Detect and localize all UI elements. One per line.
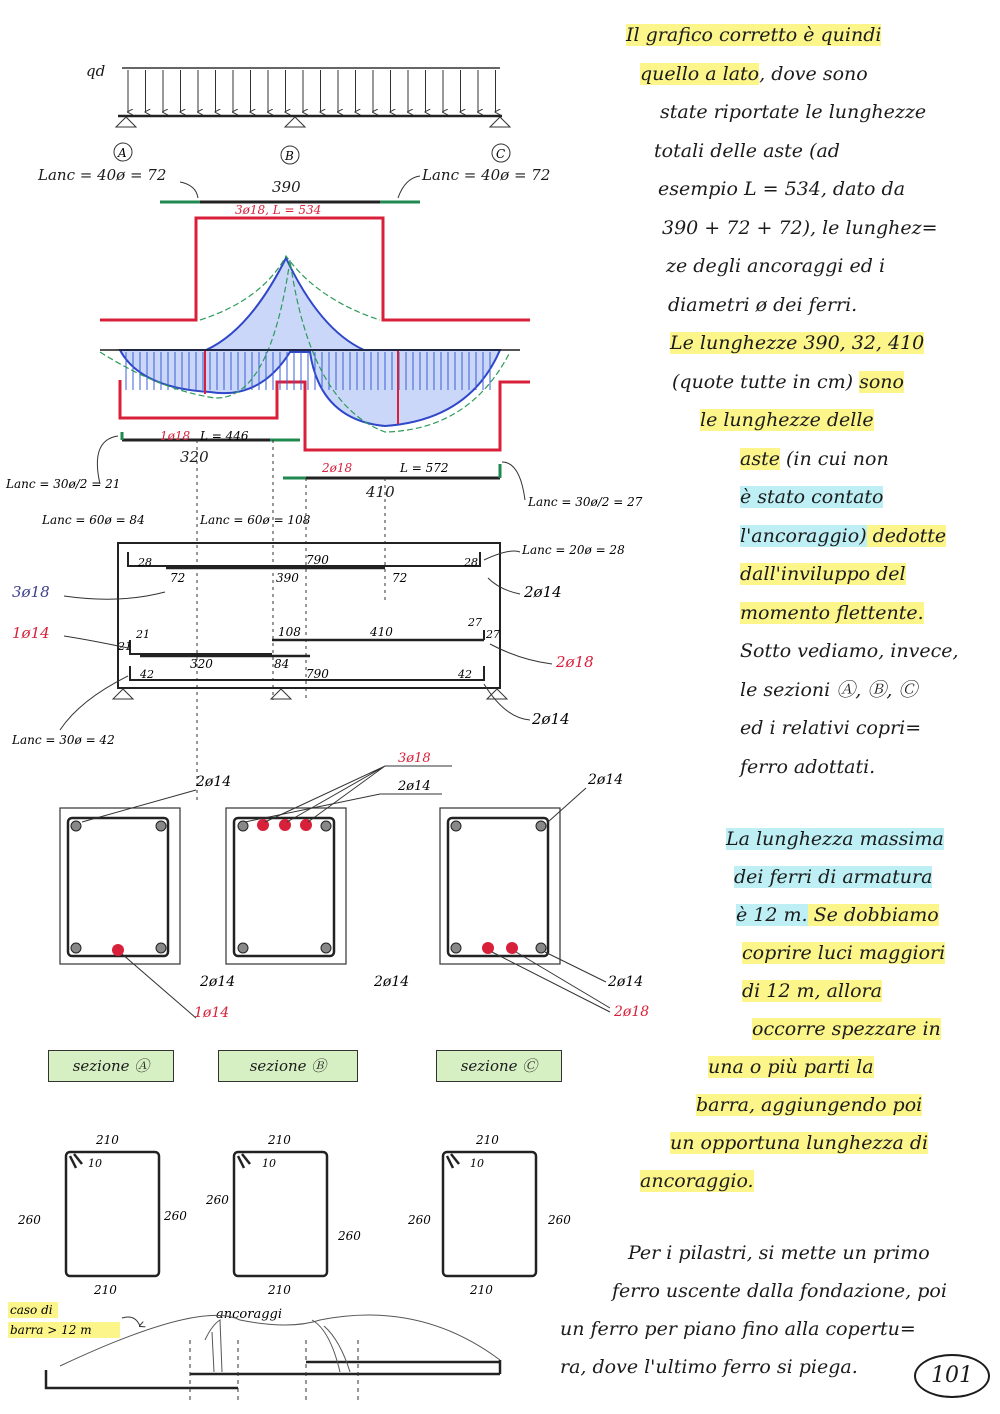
text-line: ancoraggio. [640, 1170, 754, 1192]
label-1o14: 1ø14 [12, 624, 50, 642]
text-line: è stato contato [740, 486, 884, 508]
text-line: Sotto vediamo, invece, [740, 640, 959, 662]
text-line: state riportate le lunghezze [660, 101, 927, 123]
bot-right-label-b: L = 572 [400, 461, 449, 475]
section-a-label: sezione Ⓐ [48, 1050, 174, 1082]
svg-text:2ø14: 2ø14 [398, 779, 431, 794]
svg-text:10: 10 [88, 1157, 102, 1170]
svg-text:260: 260 [206, 1193, 229, 1207]
svg-text:84: 84 [274, 657, 290, 671]
text-line: le sezioni Ⓐ, Ⓑ, Ⓒ [740, 678, 918, 701]
svg-text:2ø14: 2ø14 [196, 774, 232, 790]
svg-text:210: 210 [470, 1283, 493, 1297]
text-line: momento flettente. [740, 601, 924, 624]
section-a [60, 774, 235, 1021]
splice-sketch [8, 1302, 500, 1400]
anc-top-28: Lanc = 20ø = 28 [522, 543, 625, 557]
svg-text:72: 72 [392, 571, 408, 585]
svg-text:2ø14: 2ø14 [374, 974, 410, 990]
svg-text:260: 260 [18, 1213, 41, 1227]
svg-text:42: 42 [458, 668, 472, 681]
svg-text:B: B [285, 149, 294, 163]
text-line: 390 + 72 + 72), le lunghez= [662, 216, 938, 239]
svg-text:210: 210 [268, 1283, 291, 1297]
text-line: Per i pilastri, si mette un primo [628, 1242, 930, 1264]
text-line: ze degli ancoraggi ed i [666, 255, 886, 277]
section-c-label: sezione Ⓒ [436, 1050, 562, 1082]
svg-text:28: 28 [464, 556, 478, 569]
svg-text:260: 260 [338, 1229, 361, 1243]
svg-text:790: 790 [306, 553, 329, 567]
label-3o18: 3ø18 [12, 583, 50, 601]
text-line: Le lunghezze 390, 32, 410 [670, 332, 925, 354]
text-line: un ferro per piano fino alla copertu= [560, 1318, 916, 1340]
bot-right-length: 410 [366, 483, 395, 501]
svg-text:1ø14: 1ø14 [194, 1005, 230, 1021]
svg-text:2ø18: 2ø18 [614, 1004, 650, 1020]
svg-text:27: 27 [486, 628, 500, 641]
text-line: quello a lato, dove sono [640, 62, 868, 85]
text-line: totali delle aste (ad [654, 139, 840, 162]
anc-right-27: Lanc = 30ø/2 = 27 [528, 495, 643, 509]
label-2o14-top: 2ø14 [524, 583, 562, 601]
anc-top-right: Lanc = 40ø = 72 [422, 166, 551, 184]
text-line: dei ferri di armatura [734, 866, 933, 888]
svg-text:10: 10 [262, 1157, 276, 1170]
bot-left-length: 320 [180, 448, 209, 466]
anc-bottom-42: Lanc = 30ø = 42 [12, 733, 115, 747]
svg-text:2ø14: 2ø14 [200, 974, 236, 990]
load-label: qd [86, 62, 106, 80]
svg-text:210: 210 [96, 1133, 119, 1147]
bot-right-label-a: 2ø18 [322, 461, 353, 475]
anc-left-84: Lanc = 60ø = 84 [42, 513, 145, 527]
svg-text:210: 210 [94, 1283, 117, 1297]
svg-text:2ø14: 2ø14 [608, 974, 644, 990]
support-a [114, 117, 136, 161]
svg-text:caso di: caso di [10, 1303, 53, 1317]
text-line: diametri ø dei ferri. [668, 293, 858, 316]
text-line: (quote tutte in cm) sono [672, 370, 904, 393]
text-line: ferro adottati. [740, 755, 876, 778]
text-line: ferro uscente dalla fondazione, poi [612, 1280, 947, 1302]
bot-left-label-a: 1ø18 [160, 429, 191, 443]
svg-text:390: 390 [276, 571, 299, 585]
svg-text:barra > 12 m: barra > 12 m [10, 1323, 92, 1337]
svg-text:410: 410 [370, 625, 393, 639]
svg-text:210: 210 [476, 1133, 499, 1147]
envelope-diagram [5, 166, 643, 800]
svg-text:210: 210 [268, 1133, 291, 1147]
svg-text:21: 21 [136, 628, 150, 641]
text-line: le lunghezze delle [700, 409, 874, 431]
rebar-layout [11, 543, 625, 747]
top-bar-label: 3ø18, L = 534 [235, 203, 322, 217]
bot-left-label-b: L = 446 [200, 429, 249, 443]
text-line: ed i relativi copri= [740, 717, 922, 739]
text-line: dall'inviluppo del [740, 563, 906, 585]
beam-load-diagram [86, 62, 510, 164]
svg-text:21: 21 [118, 640, 132, 653]
page-number: 101 [914, 1354, 990, 1398]
text-line: ra, dove l'ultimo ferro si piega. [560, 1356, 858, 1378]
section-b-label: sezione Ⓑ [218, 1050, 358, 1082]
svg-text:C: C [496, 147, 506, 161]
svg-text:ancoraggi: ancoraggi [216, 1307, 282, 1322]
text-line: esempio L = 534, dato da [658, 178, 906, 200]
stirrup-drawings [17, 1133, 571, 1297]
svg-text:260: 260 [408, 1213, 431, 1227]
svg-text:28: 28 [138, 556, 152, 569]
svg-text:108: 108 [278, 625, 301, 639]
svg-text:790: 790 [306, 667, 329, 681]
svg-text:2ø14: 2ø14 [588, 772, 624, 788]
text-line: La lunghezza massima [726, 828, 944, 850]
anc-left-108: Lanc = 60ø = 108 [200, 513, 311, 527]
text-line: occorre spezzare in [752, 1018, 941, 1040]
svg-text:320: 320 [190, 657, 213, 671]
anc-top-left: Lanc = 40ø = 72 [38, 166, 167, 184]
text-line: l'ancoraggio) dedotte [740, 524, 947, 547]
anc-left-21: Lanc = 30ø/2 = 21 [6, 477, 121, 491]
support-c [490, 117, 510, 162]
text-line: di 12 m, allora [742, 980, 882, 1002]
svg-text:72: 72 [170, 571, 186, 585]
label-2o14-bot: 2ø14 [532, 710, 570, 728]
svg-text:42: 42 [140, 668, 154, 681]
text-line: coprire luci maggiori [742, 942, 946, 964]
svg-text:3ø18: 3ø18 [398, 751, 431, 766]
top-bar-length: 390 [272, 178, 301, 196]
text-line: un opportuna lunghezza di [670, 1132, 929, 1154]
svg-text:260: 260 [548, 1213, 571, 1227]
text-line: è 12 m. Se dobbiamo [736, 904, 939, 926]
text-line: barra, aggiungendo poi [696, 1094, 923, 1116]
text-line: aste (in cui non [740, 447, 889, 470]
text-line: una o più parti la [708, 1056, 874, 1078]
text-line: Il grafico corretto è quindi [626, 24, 882, 46]
support-b [281, 117, 305, 164]
svg-text:A: A [118, 146, 127, 160]
svg-text:260: 260 [164, 1209, 187, 1223]
svg-text:10: 10 [470, 1157, 484, 1170]
label-2o18: 2ø18 [556, 653, 594, 671]
section-b [226, 751, 452, 990]
section-c [440, 772, 649, 1020]
svg-text:27: 27 [468, 616, 482, 629]
